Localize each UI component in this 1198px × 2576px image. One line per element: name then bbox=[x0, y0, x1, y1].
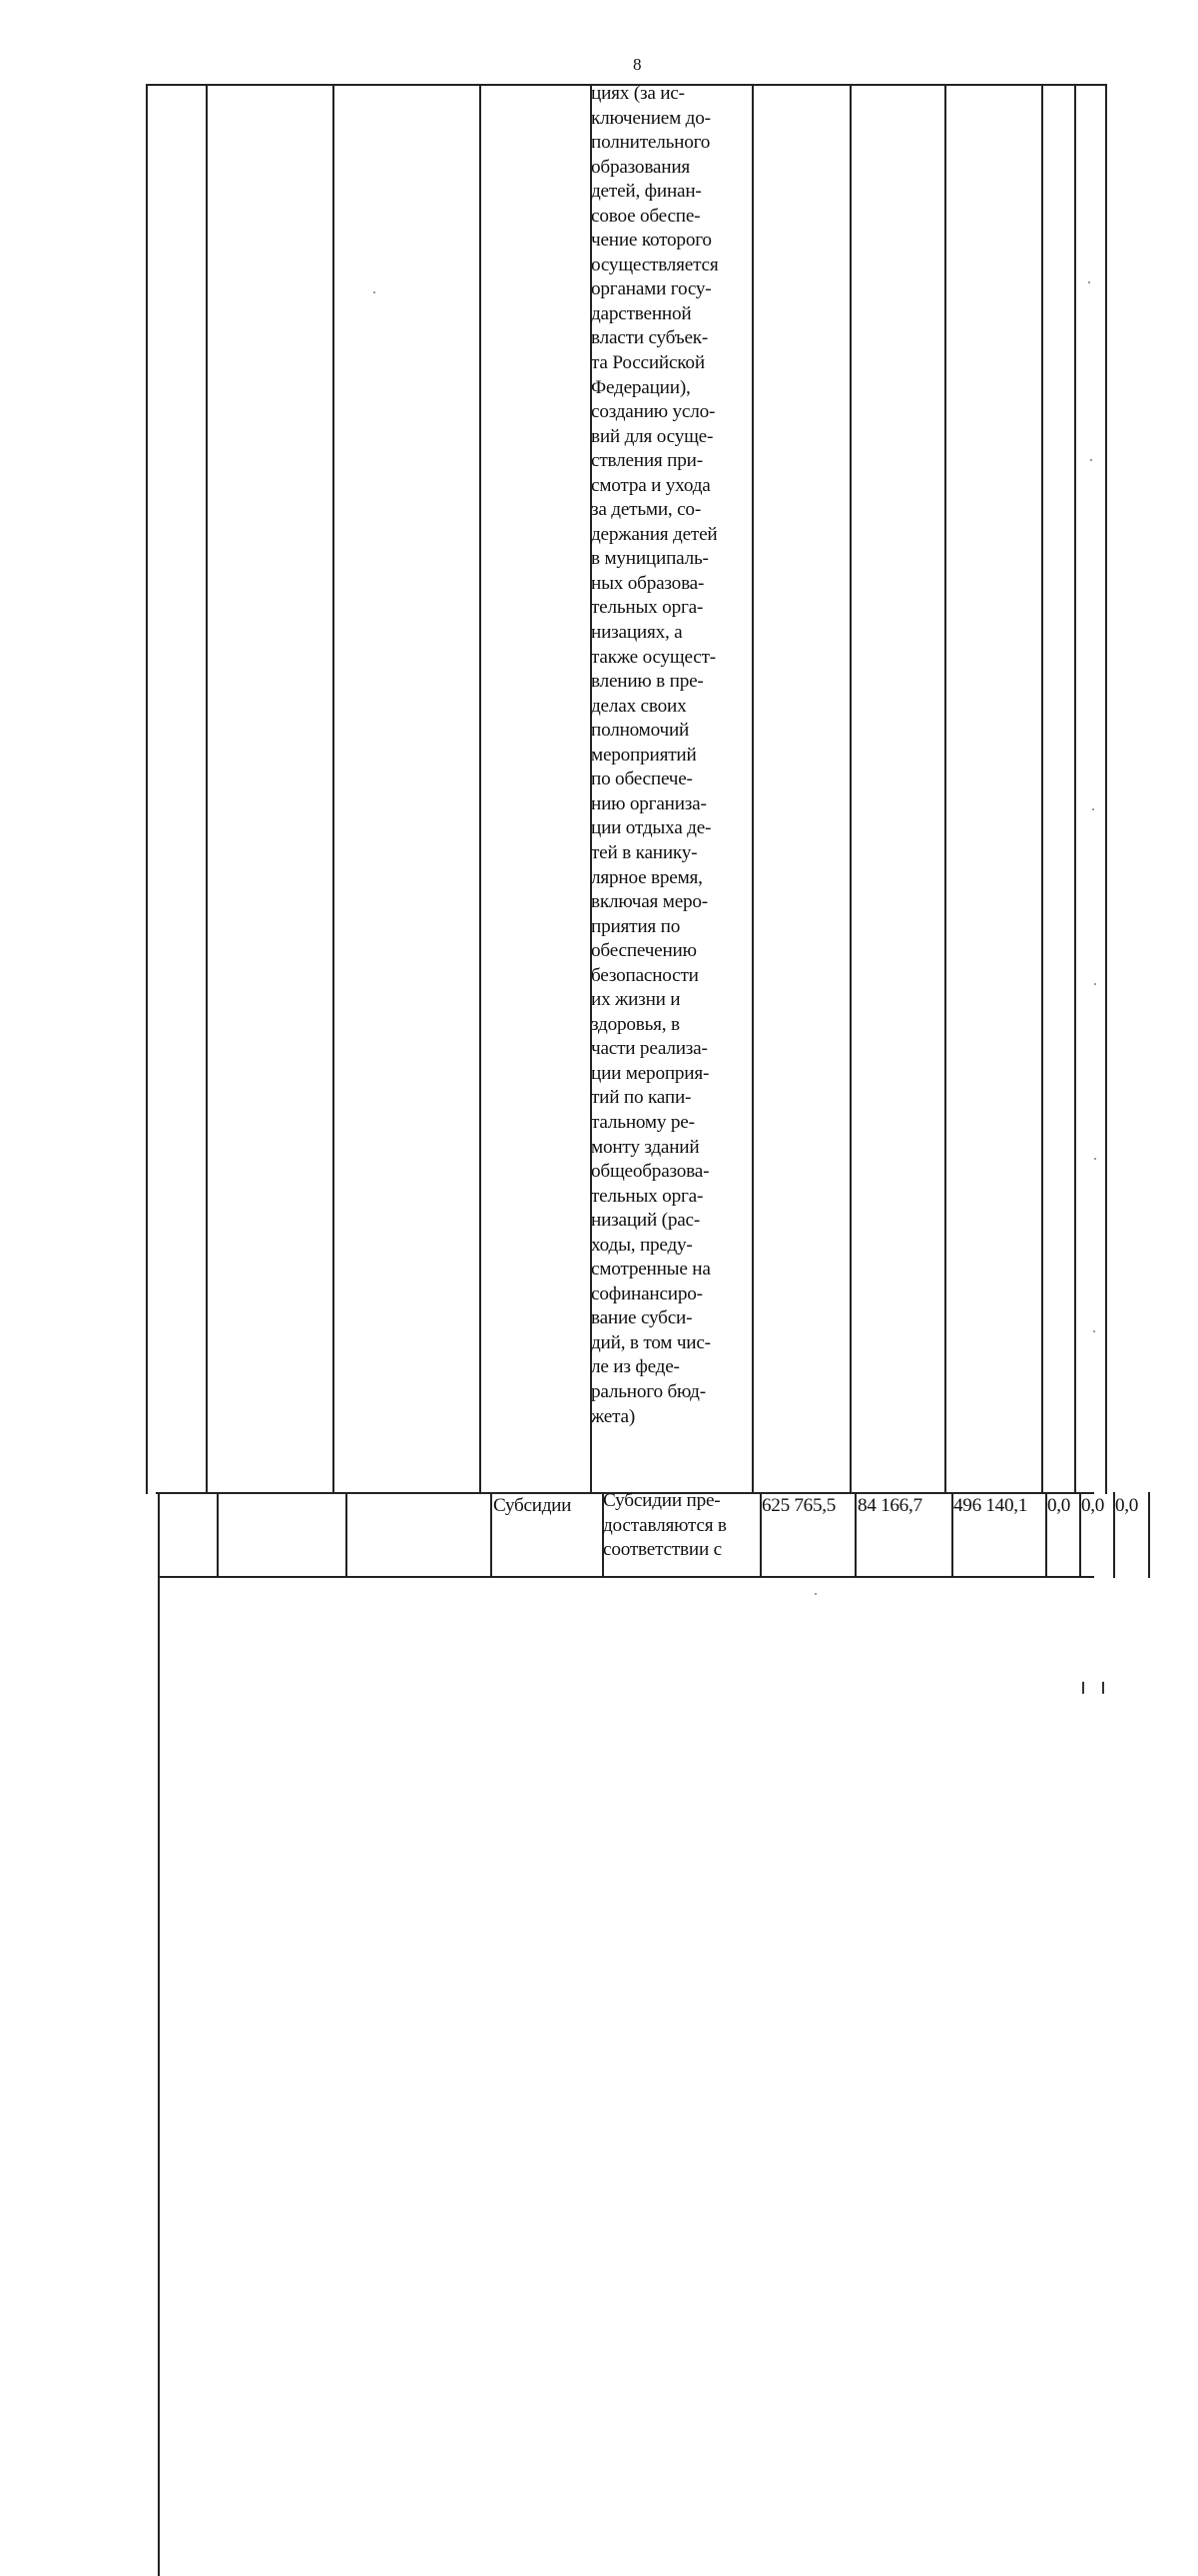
col-divider bbox=[855, 1492, 857, 1578]
scan-mark bbox=[1082, 1682, 1084, 1694]
type-cell: Субсидии bbox=[493, 1495, 572, 1516]
col-divider bbox=[158, 1492, 160, 2576]
col-divider bbox=[490, 1492, 492, 1578]
scan-speck bbox=[1090, 459, 1092, 461]
amount-cell: 0,0 bbox=[1081, 1495, 1105, 1516]
amount-cell: 0,0 bbox=[1047, 1495, 1071, 1516]
col-divider bbox=[217, 1492, 219, 1578]
amount-cell: 84 166,7 bbox=[858, 1495, 922, 1516]
description-cell: Субсидии пре- доставляются в соответствии с bbox=[603, 1490, 727, 1560]
scan-speck bbox=[373, 291, 375, 293]
scan-speck bbox=[1088, 281, 1090, 283]
col-divider bbox=[1148, 1492, 1150, 1578]
scan-speck bbox=[1094, 1158, 1096, 1160]
bottom-border bbox=[158, 1576, 1094, 1578]
amount-cell: 0,0 bbox=[1115, 1495, 1139, 1516]
scan-speck bbox=[1094, 983, 1096, 985]
scan-mark bbox=[1102, 1682, 1104, 1694]
total-amount-cell: 625 765,5 bbox=[762, 1495, 837, 1516]
scan-speck bbox=[1092, 808, 1094, 810]
page-number: 8 bbox=[633, 55, 642, 74]
scan-speck bbox=[815, 1593, 817, 1595]
scan-speck bbox=[1093, 1330, 1095, 1332]
amount-cell: 496 140,1 bbox=[953, 1495, 1028, 1516]
col-divider bbox=[345, 1492, 347, 1578]
description-cell: циях (за ис- ключением до- полнительного образования детей, финан- совое обеспе- чение которого осуществляется органами госу- дарственной власти субъек- та Российской Федерации), созданию усло- вий для осуще- ствления при- смотра и ухода за детьми, со- держания детей в муниципаль- ных образова- тельных орга- низациях, а также осущест- влению в пре- делах своих полномочий мероприятий по обеспече- нию организа- ции отдыха де- тей в канику- лярное время, включая меро- приятия по обеспечению безопасности их жизни и здоровья, в части реализа- ции мероприя- тий по капи- тальному ре- монту зданий общеобразова- тельных орга- низаций (рас- ходы, преду- смотренные на софинансиро- вание субси- дий, в том чис- ле из феде- рального бюд- жета) bbox=[591, 83, 719, 1427]
